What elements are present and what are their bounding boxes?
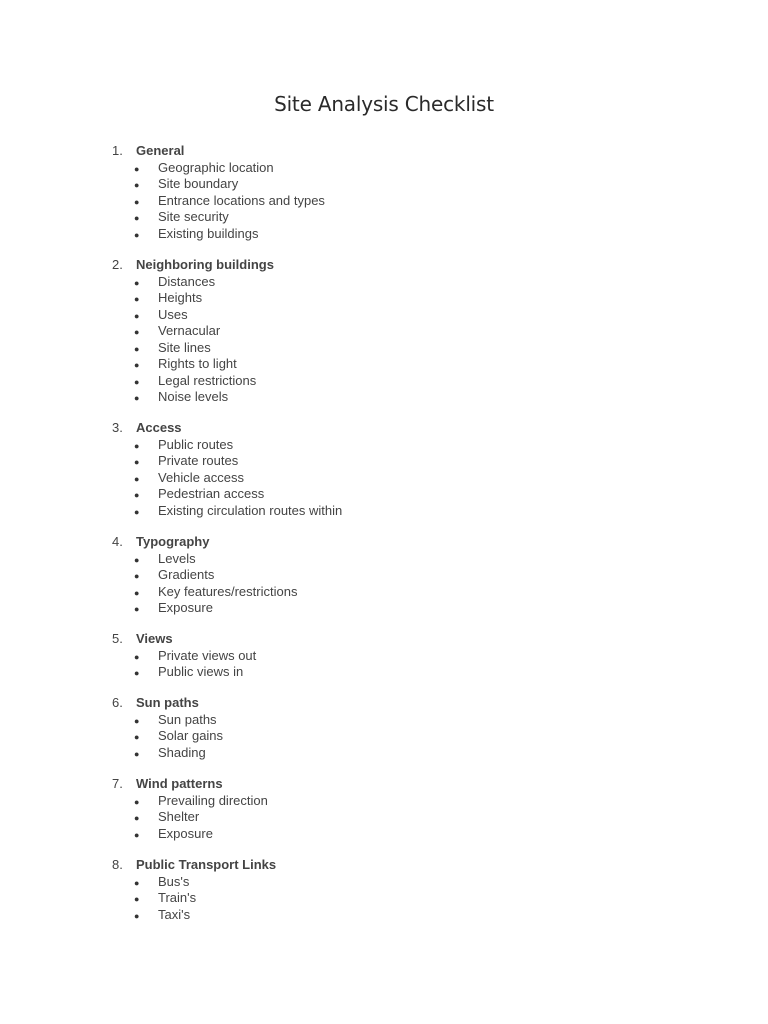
bullet-icon: ● [134, 910, 140, 921]
list-item [112, 340, 672, 357]
section-typography [112, 534, 672, 617]
bullet-icon: ● [134, 457, 140, 467]
bullet-icon: ● [134, 506, 140, 517]
item-text: Shelter [158, 809, 200, 824]
section-label: Views [136, 631, 173, 646]
section-heading [112, 143, 672, 160]
list-item [112, 373, 672, 390]
section-number: 3. [112, 420, 123, 435]
list-item [112, 874, 672, 891]
list-item [112, 793, 672, 810]
bullet-icon: ● [134, 813, 140, 823]
list-item [112, 356, 672, 373]
section-label: Typography [136, 534, 210, 549]
item-text: Legal restrictions [158, 372, 257, 388]
list-item [112, 664, 672, 681]
item-text: Gradients [158, 567, 215, 582]
list-item [112, 160, 672, 177]
section-neighboring-buildings [112, 257, 672, 406]
item-text: Private views out [158, 647, 257, 663]
section-label: General [136, 143, 185, 158]
item-text: Rights to light [158, 356, 237, 371]
section-heading [112, 857, 672, 874]
item-text: Key features/restrictions [158, 583, 298, 599]
bullet-icon: ● [134, 180, 140, 190]
section-wind-patterns [112, 776, 672, 842]
bullet-icon: ● [134, 571, 140, 581]
list-item [112, 389, 672, 406]
section-label: Neighboring buildings [136, 257, 274, 272]
list-item [112, 323, 672, 340]
item-text: Exposure [158, 600, 213, 615]
section-sun-paths [112, 695, 672, 761]
section-heading [112, 776, 672, 793]
item-text: Site security [158, 209, 229, 224]
item-text: Shading [158, 744, 206, 760]
item-text: Existing buildings [158, 225, 259, 241]
bullet-icon: ● [134, 163, 140, 174]
section-access [112, 420, 672, 519]
bullet-icon: ● [134, 213, 140, 223]
item-list [112, 648, 672, 681]
item-text: Exposure [158, 825, 213, 841]
bullet-icon: ● [134, 310, 140, 321]
bullet-icon: ● [134, 604, 140, 614]
list-item [112, 551, 672, 568]
bullet-icon: ● [134, 877, 140, 888]
section-number: 4. [112, 534, 123, 549]
item-text: Prevailing direction [158, 792, 268, 808]
document-title: Site Analysis Checklist [274, 92, 494, 116]
item-text: Vernacular [158, 323, 221, 338]
item-text: Sun paths [158, 711, 217, 727]
item-text: Vehicle access [158, 469, 244, 485]
bullet-icon: ● [134, 393, 140, 403]
section-label: Wind patterns [136, 776, 223, 791]
item-text: Levels [158, 550, 196, 566]
bullet-icon: ● [134, 796, 140, 807]
section-number: 2. [112, 257, 123, 272]
section-number: 6. [112, 695, 123, 710]
bullet-icon: ● [134, 554, 140, 565]
item-text: Site lines [158, 339, 211, 355]
item-text: Distances [158, 273, 216, 289]
bullet-icon: ● [134, 732, 140, 742]
section-label: Access [136, 420, 182, 435]
item-text: Noise levels [158, 389, 229, 404]
list-item [112, 453, 672, 470]
section-heading [112, 695, 672, 712]
item-text: Private routes [158, 453, 239, 468]
item-text: Taxi's [158, 906, 191, 922]
section-heading [112, 257, 672, 274]
list-item [112, 209, 672, 226]
section-public-transport-links [112, 857, 672, 923]
bullet-icon: ● [134, 829, 140, 840]
item-text: Geographic location [158, 159, 274, 175]
bullet-icon: ● [134, 748, 140, 759]
section-number: 1. [112, 143, 123, 158]
bullet-icon: ● [134, 343, 140, 354]
item-list [112, 160, 672, 243]
bullet-icon: ● [134, 490, 140, 500]
bullet-icon: ● [134, 294, 140, 304]
item-list [112, 712, 672, 762]
item-list [112, 274, 672, 406]
list-item [112, 290, 672, 307]
list-item [112, 907, 672, 924]
bullet-icon: ● [134, 668, 140, 678]
item-text: Train's [158, 890, 197, 905]
bullet-icon: ● [134, 277, 140, 288]
list-item [112, 890, 672, 907]
list-item [112, 826, 672, 843]
list-item [112, 728, 672, 745]
bullet-icon: ● [134, 473, 140, 484]
bullet-icon: ● [134, 587, 140, 598]
bullet-icon: ● [134, 651, 140, 662]
section-heading [112, 420, 672, 437]
bullet-icon: ● [134, 229, 140, 240]
section-views [112, 631, 672, 681]
section-general [112, 143, 672, 242]
list-item [112, 486, 672, 503]
list-item [112, 584, 672, 601]
item-text: Public views in [158, 664, 244, 679]
list-item [112, 600, 672, 617]
item-list [112, 793, 672, 843]
section-number: 7. [112, 776, 123, 791]
bullet-icon: ● [134, 360, 140, 370]
section-label: Sun paths [136, 695, 199, 710]
item-text: Site boundary [158, 176, 239, 191]
list-item [112, 307, 672, 324]
list-item [112, 567, 672, 584]
list-item [112, 648, 672, 665]
bullet-icon: ● [134, 715, 140, 726]
section-number: 8. [112, 857, 123, 872]
item-text: Existing circulation routes within [158, 502, 343, 518]
list-item [112, 745, 672, 762]
section-heading [112, 534, 672, 551]
list-item [112, 193, 672, 210]
list-item [112, 470, 672, 487]
bullet-icon: ● [134, 327, 140, 337]
item-text: Solar gains [158, 728, 224, 743]
item-text: Public routes [158, 436, 234, 452]
list-item [112, 809, 672, 826]
list-item [112, 274, 672, 291]
section-number: 5. [112, 631, 123, 646]
item-list [112, 437, 672, 520]
item-list [112, 551, 672, 617]
section-heading [112, 631, 672, 648]
item-text: Pedestrian access [158, 486, 265, 501]
item-text: Uses [158, 306, 188, 322]
item-text: Heights [158, 290, 203, 305]
list-item [112, 712, 672, 729]
list-item [112, 503, 672, 520]
item-text: Bus's [158, 873, 190, 889]
bullet-icon: ● [134, 894, 140, 904]
bullet-icon: ● [134, 196, 140, 207]
section-label: Public Transport Links [136, 857, 277, 872]
item-text: Entrance locations and types [158, 192, 325, 208]
list-item [112, 226, 672, 243]
bullet-icon: ● [134, 376, 140, 387]
bullet-icon: ● [134, 440, 140, 451]
list-item [112, 437, 672, 454]
list-item [112, 176, 672, 193]
item-list [112, 874, 672, 924]
